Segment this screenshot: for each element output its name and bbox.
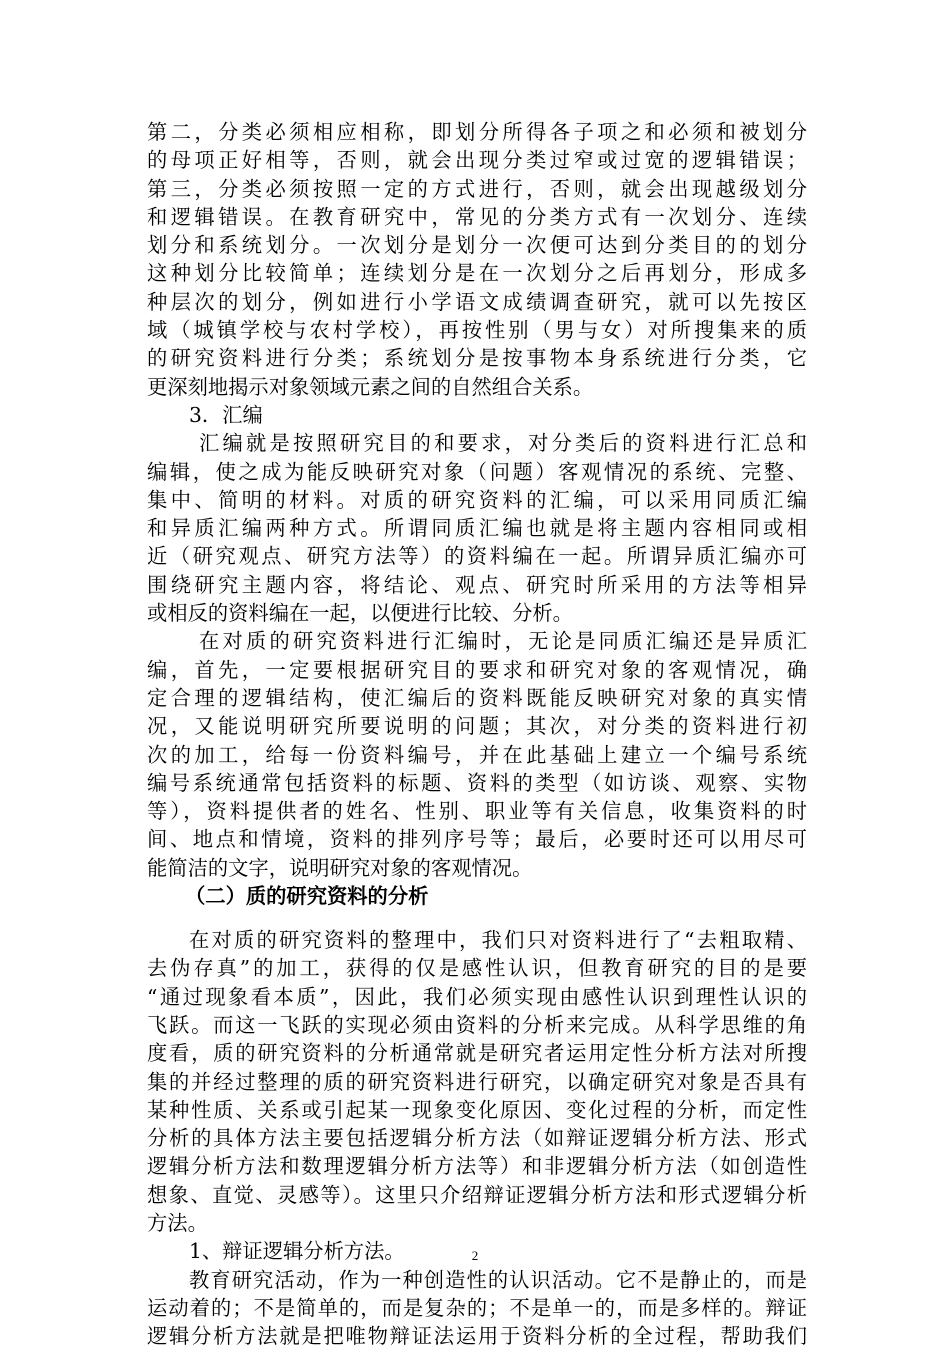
text-line: 编辑，使之成为能反映研究对象（问题）客观情况的系统、完整、 [147,459,807,484]
section-title-compilation: 3．汇编 [189,402,263,427]
text-line: 次的加工，给每一份资料编号，并在此基础上建立一个编号系统 [147,742,807,767]
text-line: 在对质的研究资料进行汇编时，无论是同质汇编还是异质汇 [199,629,807,654]
text-line: 在对质的研究资料的整理中，我们只对资料进行了“去粗取精、 [189,928,807,953]
text-line: 况，又能说明研究所要说明的问题；其次，对分类的资料进行初 [147,714,807,739]
text-line: 集的并经过整理的质的研究资料进行研究，以确定研究对象是否具有 [147,1069,807,1094]
text-line: 度看，质的研究资料的分析通常就是研究者运用定性分析方法对所搜 [147,1041,807,1066]
text-line: 去伪存真”的加工，获得的仅是感性认识，但教育研究的目的是要 [147,956,807,981]
text-line: 逻辑分析方法和数理逻辑分析方法等）和非逻辑分析方法（如创造性 [147,1154,807,1179]
text-line: 更深刻地揭示对象领域元素之间的自然组合关系。 [147,374,594,399]
text-line: 划分和系统划分。一次划分是划分一次便可达到分类目的的划分 [147,233,807,258]
text-line: “通过现象看本质”，因此，我们必须实现由感性认识到理性认识的 [147,984,807,1009]
text-line: 围绕研究主题内容，将结论、观点、研究时所采用的方法等相异 [147,572,807,597]
text-line: 想象、直觉、灵感等）。这里只介绍辩证逻辑分析方法和形式逻辑分析 [147,1182,807,1207]
text-line: 和逻辑错误。在教育研究中，常见的分类方式有一次划分、连续 [147,204,807,229]
text-line: 定合理的逻辑结构，使汇编后的资料既能反映研究对象的真实情 [147,685,807,710]
text-line: 和异质汇编两种方式。所谓同质汇编也就是将主题内容相同或相 [147,516,807,541]
text-line: 某种性质、关系或引起某一现象变化原因、变化过程的分析，而定性 [147,1097,807,1122]
paragraph-compilation-steps [147,627,807,882]
text-line: 这种划分比较简单；连续划分是在一次划分之后再划分，形成多 [147,261,807,286]
text-line: 的研究资料进行分类；系统划分是按事物本身系统进行分类，它 [147,346,807,371]
paragraph-dialectical-logic [147,1266,807,1350]
text-line: 汇编就是按照研究目的和要求，对分类后的资料进行汇总和 [199,431,807,456]
paragraph-compilation [147,429,807,627]
text-line: 近（研究观点、研究方法等）的资料编在一起。所谓异质汇编亦可 [147,544,807,569]
text-line: 间、地点和情境，资料的排列序号等；最后，必要时还可以用尽可 [147,827,807,852]
text-line: 能简洁的文字，说明研究对象的客观情况。 [147,855,533,880]
text-line: 等），资料提供者的姓名、性别、职业等有关信息，收集资料的时 [147,799,807,824]
text-line: 集中、简明的材料。对质的研究资料的汇编，可以采用同质汇编 [147,487,807,512]
subsection-title-dialectical-logic: 1、辩证逻辑分析方法。 [189,1239,405,1264]
text-line: 逻辑分析方法就是把唯物辩证法运用于资料分析的全过程，帮助我们 [147,1324,807,1349]
text-line: 域（城镇学校与农村学校），再按性别（男与女）对所搜集来的质 [147,318,807,343]
document-body [147,118,807,1350]
paragraph-analysis [147,926,807,1237]
text-line: 种层次的划分，例如进行小学语文成绩调查研究，就可以先按区 [147,289,807,314]
text-line: 编号系统通常包括资料的标题、资料的类型（如访谈、观察、实物 [147,770,807,795]
page-number: 2 [471,1248,479,1263]
text-line: 教育研究活动，作为一种创造性的认识活动。它不是静止的，而是 [189,1267,807,1292]
text-line: 分析的具体方法主要包括逻辑分析方法（如辩证逻辑分析方法、形式 [147,1126,807,1151]
text-line: 第三，分类必须按照一定的方式进行，否则，就会出现越级划分 [147,176,807,201]
text-line: 第二，分类必须相应相称，即划分所得各子项之和必须和被划分 [147,120,807,144]
text-line: 或相反的资料编在一起，以便进行比较、分析。 [147,601,573,626]
text-line: 运动着的；不是简单的，而是复杂的；不是单一的，而是多样的。辩证 [147,1295,807,1320]
text-line: 编，首先，一定要根据研究目的要求和研究对象的客观情况，确 [147,657,807,682]
paragraph-classification [147,118,807,401]
text-line: 的母项正好相等，否则，就会出现分类过窄或过宽的逻辑错误； [147,148,807,173]
text-line: 飞跃。而这一飞跃的实现必须由资料的分析来完成。从科学思维的角 [147,1012,807,1037]
section-heading-analysis: （二）质的研究资料的分析 [185,884,429,909]
text-line: 方法。 [147,1210,208,1235]
